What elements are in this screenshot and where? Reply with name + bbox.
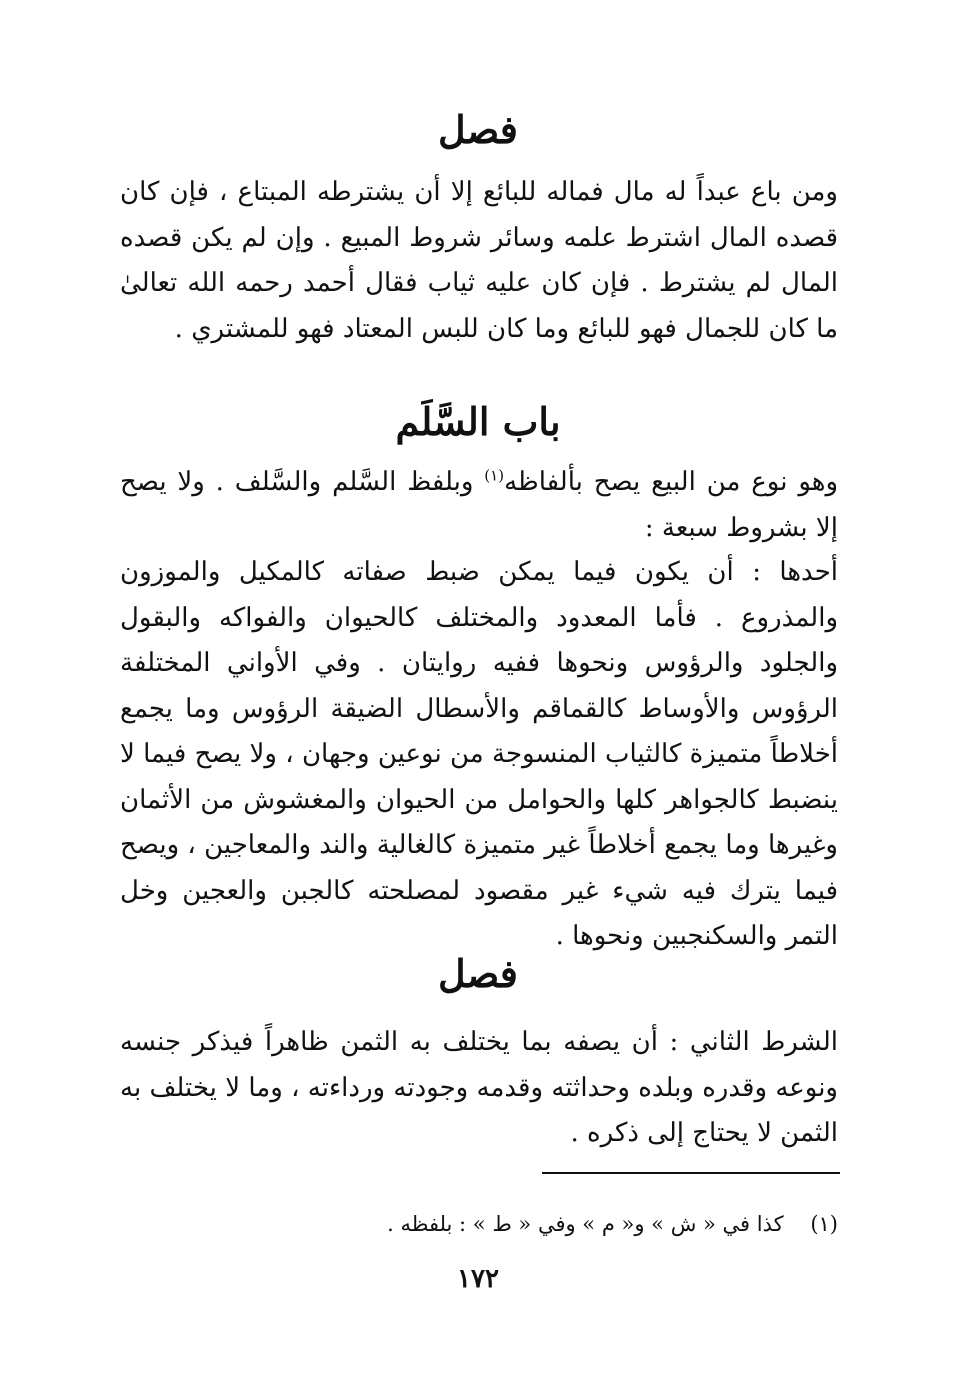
footnote-text: كذا في « ش » و« م » وفي « ط » : بلفظه . — [387, 1212, 784, 1236]
paragraph-slave-sale: ومن باع عبداً له مال فماله للبائع إلا أن يشترطه المبتاع ، فإن كان قصده المال اشترط علمه وسائر شروط المبيع . وإن لم يكن قصده المال لم يشترط . فإن كان عليه ثياب فقال أحمد رحمه الله تعالىٰ ما كان للجمال فهو للبائع وما كان للبس المعتاد فهو للمشتري . — [120, 177, 838, 344]
salam-intro-text: وهو نوع من البيع يصح بألفاظه — [504, 467, 839, 497]
section-heading-fasl-2: فصل — [438, 951, 518, 996]
section-heading-fasl-1: فصل — [438, 107, 518, 152]
salam-intro-continuation: وبلفظ السَّلم والسَّلف . ولا يصح إلا بشروط سبعة : — [120, 467, 838, 543]
paragraph-second-condition: الشرط الثاني : أن يصفه بما يختلف به الثمن ظاهراً فيذكر جنسه ونوعه وقدره وبلده وحداثته وقدمه وجودته ورداءته ، وما لا يختلف به الثمن لا يحتاج إلى ذكره . — [120, 1027, 838, 1148]
footnote-marker: (١) — [810, 1212, 838, 1236]
paragraph-first-condition: أحدها : أن يكون فيما يمكن ضبط صفاته كالمكيل والموزون والمذروع . فأما المعدود والمختلف كالحيوان والفواكه والبقول والجلود والرؤوس ونحوها ففيه روايتان . وفي الأواني المختلفة الرؤوس والأوساط كالقماقم والأسطال الضيقة الرؤوس وما يجمع أخلاطاً متميزة كالثياب المنسوجة من نوعين وجهان ، ولا يصح فيما لا ينضبط كالجواهر كلها والحوامل من الحيوان والمغشوش من الأثمان وغيرها وما يجمع أخلاطاً غير متميزة كالغالية والند والمعاجين ، ويصح فيما يترك فيه شيء غير مقصود لمصلحته كالجبن والعجين وخل التمر والسكنجبين ونحوها . — [120, 557, 838, 951]
footnote-divider — [542, 1172, 840, 1174]
chapter-heading-salam: باب السَّلَم — [395, 399, 561, 444]
footnote — [120, 1208, 838, 1240]
page-number: ١٧٢ — [457, 1264, 499, 1294]
footnote-reference: (١) — [484, 466, 505, 485]
paragraph-salam-definition — [120, 460, 838, 551]
